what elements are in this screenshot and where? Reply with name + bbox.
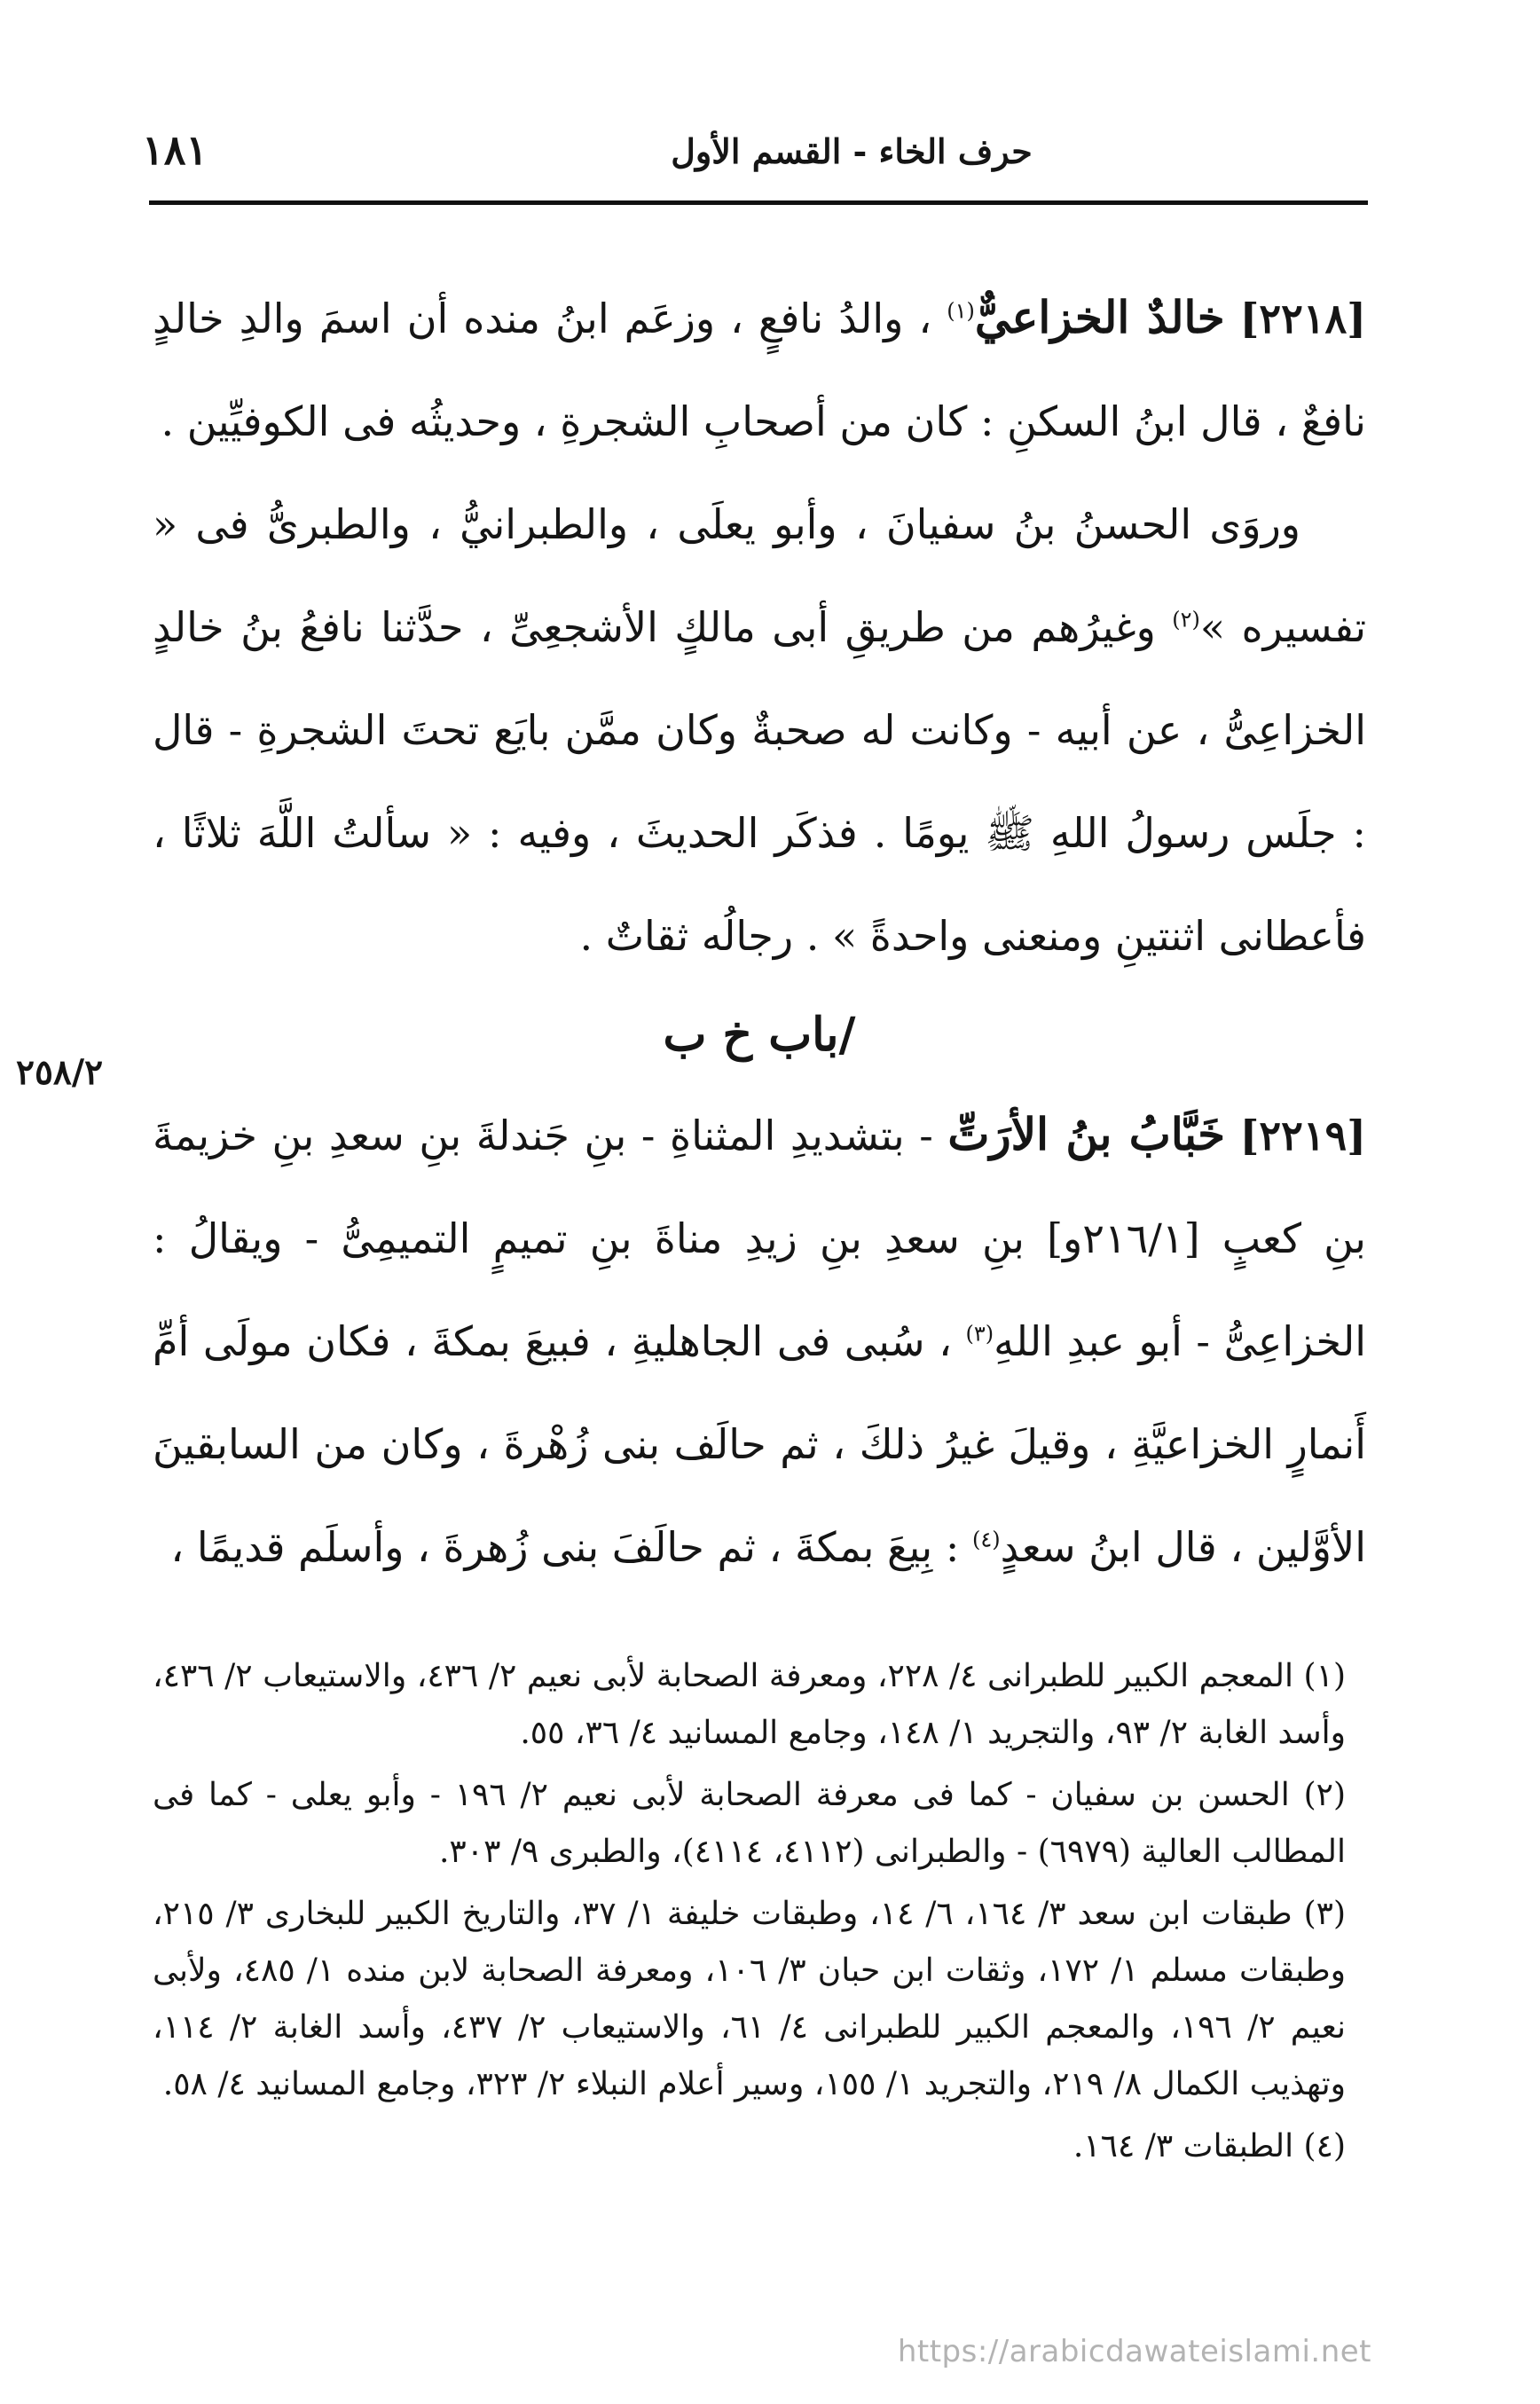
main-text <box>153 266 1366 1599</box>
paragraph-text: وغيرُهم من طريقِ أبى مالكٍ الأشجعِىِّ ، حدَّثنا نافعُ بنُ خالدٍ الخزاعِىُّ ، عن أبيه - وكانت له صحبةٌ وكان ممَّن بايَع تحتَ الشجرةِ - قال : جلَس رسولُ اللهِ ﷺ يومًا . فذكَر الحديثَ ، وفيه : « سألتُ اللَّهَ ثلاثًا ، فأعطانى اثنتينِ ومنعنى واحدةً » . رجالُه ثقاتٌ . <box>153 603 1366 960</box>
footnotes <box>153 1648 1346 2175</box>
footnote-reference: (٢) <box>1172 607 1200 632</box>
entry-title: خَبَّابُ بنُ الأرَتِّ <box>947 1108 1226 1160</box>
entry-text: : بِيعَ بمكةَ ، ثم حالَفَ بنى زُهرةَ ، وأسلَم قديمًا ، <box>170 1523 960 1571</box>
footnote-item: (١) المعجم الكبير للطبرانى ٤/ ٢٢٨، ومعرفة الصحابة لأبى نعيم ٢/ ٤٣٦، والاستيعاب ٢/ ٤٣٦، وأسد الغابة ٢/ ٩٣، والتجريد ١/ ١٤٨، وجامع المسانيد ٤/ ٣٦، ٥٥. <box>153 1658 1346 1751</box>
entry-2219-paragraph <box>153 1083 1366 1599</box>
page-header <box>142 124 1366 204</box>
entry-title: خالدٌ الخزاعيٌّ <box>974 291 1225 343</box>
entry-number: [٢٢١٨] <box>1239 295 1367 342</box>
entry-number: [٢٢١٩] <box>1239 1112 1367 1159</box>
running-title: حرف الخاء - القسم الأول <box>671 131 1033 171</box>
paragraph-text: وروَى الحسنُ بنُ سفيانَ ، وأبو يعلَى ، والطبرانيُّ ، والطبرىُّ فى « تفسيره » <box>153 500 1366 651</box>
website-watermark: https://arabicdawateislami.net <box>897 2334 1371 2369</box>
footnote-item: (٣) طبقات ابن سعد ٣/ ١٦٤، ٦/ ١٤، وطبقات خليفة ١/ ٣٧، والتاريخ الكبير للبخارى ٣/ ٢١٥، وطبقات مسلم ١/ ١٧٢، وثقات ابن حبان ٣/ ١٠٦، ومعرفة الصحابة لابن منده ١/ ٤٨٥، ولأبى نعيم ٢/ ١٩٦، والمعجم الكبير للطبرانى ٤/ ٦١، والاستيعاب ٢/ ٤٣٧، وأسد الغابة ٢/ ١١٤، وتهذيب الكمال ٨/ ٢١٩، والتجريد ١/ ١٥٥، وسير أعلام النبلاء ٢/ ٣٢٣، وجامع المسانيد ٤/ ٥٨. <box>153 1896 1347 2102</box>
footnote-reference: (٣) <box>965 1321 994 1347</box>
entry-text: ، والدُ نافعٍ ، وزعَم ابنُ منده أن اسمَ والدِ خالدٍ نافعٌ ، قال ابنُ السكنِ : كان من أصحابِ الشجرةِ ، وحديثُه فى الكوفيِّين . <box>153 295 1366 445</box>
page-number: ١٨١ <box>142 126 208 174</box>
entry-text: ، سُبى فى الجاهليةِ ، فبيعَ بمكةَ ، فكان مولَى أمِّ أَنمارٍ الخزاعيَّةِ ، وقيلَ غيرُ ذلكَ ، ثم حالَف بنى زُهْرةَ ، وكان من السابقينَ الأوَّلين ، قال ابنُ سعدٍ <box>153 1317 1366 1571</box>
header-divider <box>149 200 1368 205</box>
footnote-item: (٤) الطبقات ٣/ ١٦٤. <box>1072 2128 1346 2164</box>
entry-text: - بتشديدِ المثناةِ - بنِ جَندلةَ بنِ سعدِ بنِ خزيمةَ بنِ كعبٍ [٢١٦/١و] بنِ سعدِ بنِ زيدِ مناةَ بنِ تميمٍ التميمِىُّ - ويقالُ : الخزاعِىُّ - أبو عبدِ اللهِ <box>153 1112 1367 1365</box>
chapter-heading: /باب خ ب <box>663 1008 856 1062</box>
hadith-paragraph <box>153 473 1366 987</box>
footnote-item: (٢) الحسن بن سفيان - كما فى معرفة الصحابة لأبى نعيم ٢/ ١٩٦ - وأبو يعلى - كما فى المطالب العالية (٦٩٧٩) - والطبرانى (٤١١٢، ٤١١٤)، والطبرى ٩/ ٣٠٣. <box>153 1777 1347 1870</box>
footnote-reference: (١) <box>947 298 975 324</box>
margin-reference: ٢٥٨/٢ <box>16 1052 104 1093</box>
entry-2218-paragraph <box>153 266 1366 473</box>
footnote-reference: (٤) <box>971 1527 1001 1552</box>
